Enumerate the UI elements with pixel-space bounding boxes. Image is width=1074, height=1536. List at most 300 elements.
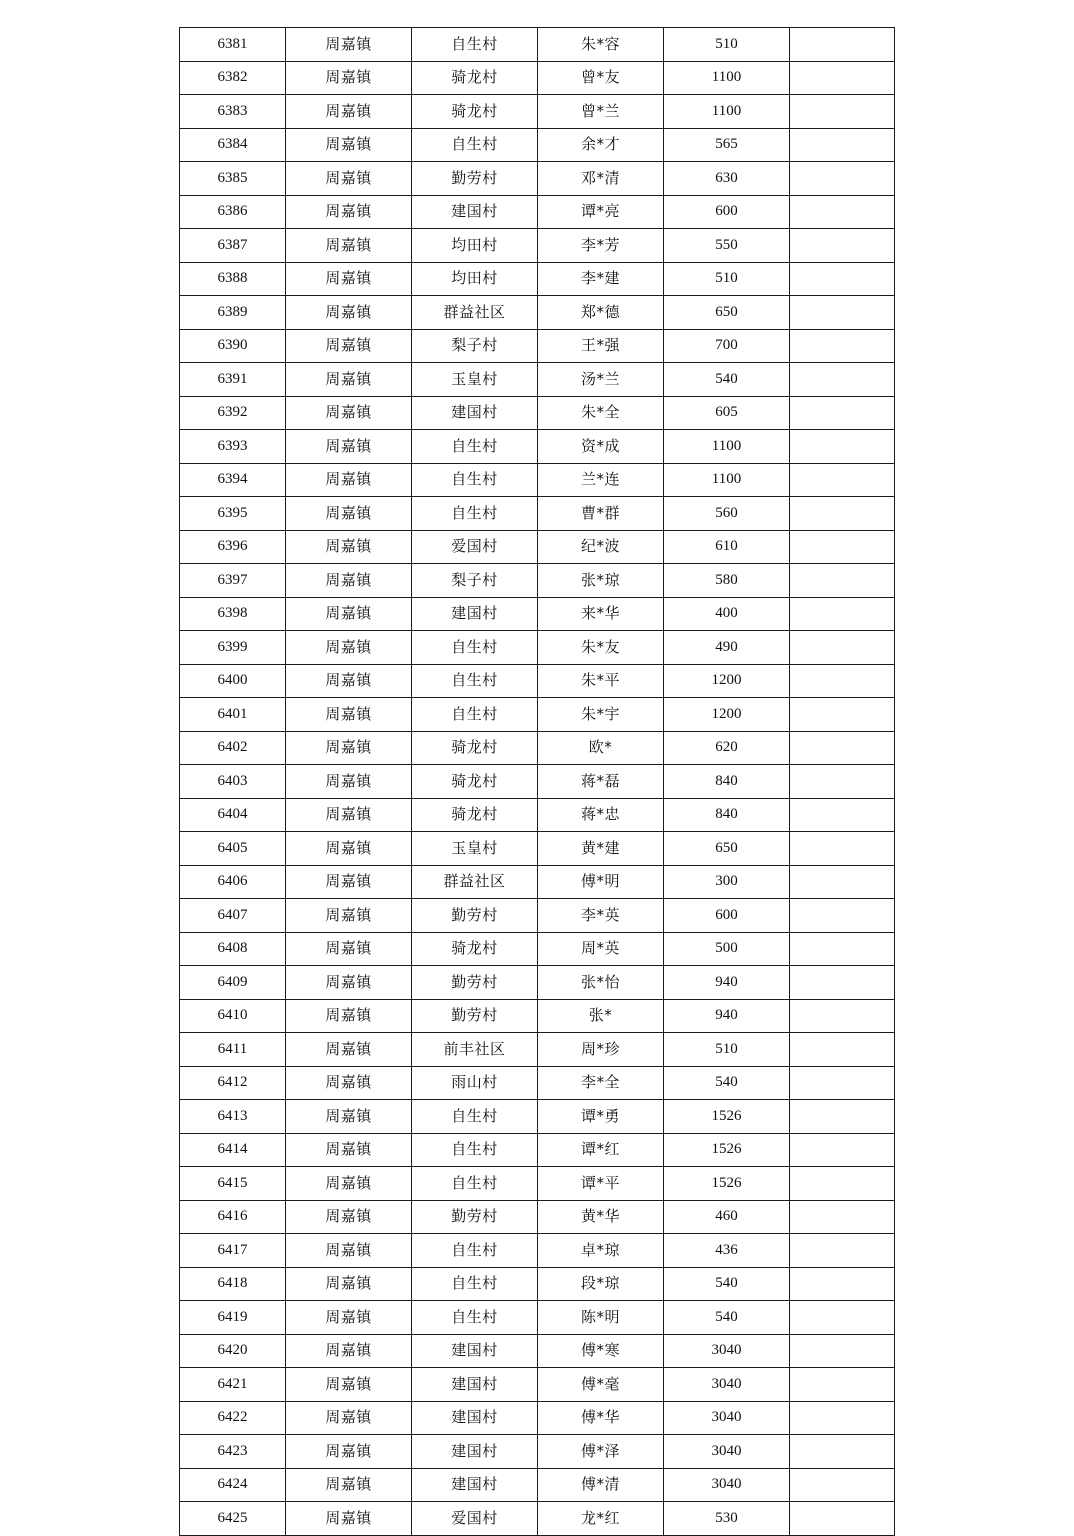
town-cell: 周嘉镇	[286, 1167, 412, 1201]
table-row	[180, 664, 895, 698]
town-cell: 周嘉镇	[286, 999, 412, 1033]
name-cell: 王*强	[538, 329, 664, 363]
table-row	[180, 430, 895, 464]
table-row	[180, 765, 895, 799]
village-cell: 群益社区	[412, 296, 538, 330]
remark-cell	[790, 329, 895, 363]
amount-cell: 1200	[664, 698, 790, 732]
town-cell: 周嘉镇	[286, 463, 412, 497]
remark-cell	[790, 1200, 895, 1234]
village-cell: 骑龙村	[412, 932, 538, 966]
village-cell: 自生村	[412, 1133, 538, 1167]
serial-number-cell: 6411	[180, 1033, 286, 1067]
amount-cell: 700	[664, 329, 790, 363]
village-cell: 群益社区	[412, 865, 538, 899]
serial-number-cell: 6384	[180, 128, 286, 162]
town-cell: 周嘉镇	[286, 229, 412, 263]
table-row	[180, 463, 895, 497]
subsidy-list-table	[179, 27, 895, 1536]
village-cell: 自生村	[412, 463, 538, 497]
serial-number-cell: 6390	[180, 329, 286, 363]
table-row	[180, 229, 895, 263]
town-cell: 周嘉镇	[286, 932, 412, 966]
serial-number-cell: 6404	[180, 798, 286, 832]
name-cell: 黄*华	[538, 1200, 664, 1234]
name-cell: 汤*兰	[538, 363, 664, 397]
village-cell: 骑龙村	[412, 765, 538, 799]
village-cell: 勤劳村	[412, 899, 538, 933]
town-cell: 周嘉镇	[286, 631, 412, 665]
village-cell: 梨子村	[412, 329, 538, 363]
village-cell: 建国村	[412, 597, 538, 631]
town-cell: 周嘉镇	[286, 1468, 412, 1502]
name-cell: 蒋*磊	[538, 765, 664, 799]
name-cell: 龙*红	[538, 1502, 664, 1536]
name-cell: 蒋*忠	[538, 798, 664, 832]
name-cell: 张*琼	[538, 564, 664, 598]
remark-cell	[790, 430, 895, 464]
name-cell: 傅*明	[538, 865, 664, 899]
remark-cell	[790, 564, 895, 598]
amount-cell: 1526	[664, 1133, 790, 1167]
amount-cell: 1100	[664, 463, 790, 497]
town-cell: 周嘉镇	[286, 1133, 412, 1167]
remark-cell	[790, 798, 895, 832]
remark-cell	[790, 195, 895, 229]
town-cell: 周嘉镇	[286, 564, 412, 598]
town-cell: 周嘉镇	[286, 1435, 412, 1469]
table-row	[180, 597, 895, 631]
name-cell: 朱*容	[538, 28, 664, 62]
village-cell: 建国村	[412, 195, 538, 229]
serial-number-cell: 6399	[180, 631, 286, 665]
town-cell: 周嘉镇	[286, 1033, 412, 1067]
table-row	[180, 798, 895, 832]
town-cell: 周嘉镇	[286, 396, 412, 430]
table-row	[180, 1468, 895, 1502]
village-cell: 建国村	[412, 1368, 538, 1402]
remark-cell	[790, 530, 895, 564]
name-cell: 谭*红	[538, 1133, 664, 1167]
table-row	[180, 296, 895, 330]
table-row	[180, 396, 895, 430]
remark-cell	[790, 128, 895, 162]
name-cell: 纪*波	[538, 530, 664, 564]
village-cell: 骑龙村	[412, 95, 538, 129]
serial-number-cell: 6385	[180, 162, 286, 196]
amount-cell: 630	[664, 162, 790, 196]
remark-cell	[790, 1301, 895, 1335]
amount-cell: 530	[664, 1502, 790, 1536]
name-cell: 曾*兰	[538, 95, 664, 129]
serial-number-cell: 6398	[180, 597, 286, 631]
remark-cell	[790, 463, 895, 497]
serial-number-cell: 6410	[180, 999, 286, 1033]
name-cell: 周*英	[538, 932, 664, 966]
amount-cell: 650	[664, 296, 790, 330]
town-cell: 周嘉镇	[286, 832, 412, 866]
serial-number-cell: 6407	[180, 899, 286, 933]
town-cell: 周嘉镇	[286, 899, 412, 933]
town-cell: 周嘉镇	[286, 28, 412, 62]
remark-cell	[790, 765, 895, 799]
amount-cell: 610	[664, 530, 790, 564]
village-cell: 自生村	[412, 497, 538, 531]
remark-cell	[790, 631, 895, 665]
name-cell: 段*琼	[538, 1267, 664, 1301]
remark-cell	[790, 1033, 895, 1067]
serial-number-cell: 6386	[180, 195, 286, 229]
amount-cell: 580	[664, 564, 790, 598]
village-cell: 建国村	[412, 1334, 538, 1368]
name-cell: 李*建	[538, 262, 664, 296]
village-cell: 自生村	[412, 1301, 538, 1335]
table-row	[180, 698, 895, 732]
serial-number-cell: 6409	[180, 966, 286, 1000]
serial-number-cell: 6421	[180, 1368, 286, 1402]
table-row	[180, 1100, 895, 1134]
town-cell: 周嘉镇	[286, 296, 412, 330]
village-cell: 梨子村	[412, 564, 538, 598]
serial-number-cell: 6389	[180, 296, 286, 330]
serial-number-cell: 6419	[180, 1301, 286, 1335]
amount-cell: 3040	[664, 1334, 790, 1368]
village-cell: 自生村	[412, 430, 538, 464]
serial-number-cell: 6408	[180, 932, 286, 966]
village-cell: 建国村	[412, 1435, 538, 1469]
town-cell: 周嘉镇	[286, 1100, 412, 1134]
village-cell: 建国村	[412, 396, 538, 430]
remark-cell	[790, 61, 895, 95]
table-row	[180, 195, 895, 229]
name-cell: 黄*建	[538, 832, 664, 866]
village-cell: 玉皇村	[412, 363, 538, 397]
amount-cell: 1100	[664, 430, 790, 464]
serial-number-cell: 6420	[180, 1334, 286, 1368]
amount-cell: 500	[664, 932, 790, 966]
table-row	[180, 329, 895, 363]
serial-number-cell: 6396	[180, 530, 286, 564]
name-cell: 谭*亮	[538, 195, 664, 229]
town-cell: 周嘉镇	[286, 162, 412, 196]
table-row	[180, 1200, 895, 1234]
name-cell: 曹*群	[538, 497, 664, 531]
name-cell: 邓*清	[538, 162, 664, 196]
amount-cell: 3040	[664, 1401, 790, 1435]
town-cell: 周嘉镇	[286, 1066, 412, 1100]
amount-cell: 840	[664, 798, 790, 832]
table-row	[180, 1267, 895, 1301]
remark-cell	[790, 95, 895, 129]
name-cell: 李*全	[538, 1066, 664, 1100]
village-cell: 爱国村	[412, 1502, 538, 1536]
serial-number-cell: 6424	[180, 1468, 286, 1502]
table-row	[180, 999, 895, 1033]
name-cell: 张*	[538, 999, 664, 1033]
remark-cell	[790, 1401, 895, 1435]
remark-cell	[790, 1468, 895, 1502]
remark-cell	[790, 731, 895, 765]
amount-cell: 1526	[664, 1100, 790, 1134]
name-cell: 曾*友	[538, 61, 664, 95]
amount-cell: 300	[664, 865, 790, 899]
town-cell: 周嘉镇	[286, 1234, 412, 1268]
remark-cell	[790, 1167, 895, 1201]
table-row	[180, 61, 895, 95]
serial-number-cell: 6416	[180, 1200, 286, 1234]
serial-number-cell: 6382	[180, 61, 286, 95]
village-cell: 自生村	[412, 1234, 538, 1268]
amount-cell: 540	[664, 1301, 790, 1335]
name-cell: 资*成	[538, 430, 664, 464]
village-cell: 自生村	[412, 28, 538, 62]
table-row	[180, 731, 895, 765]
village-cell: 勤劳村	[412, 1200, 538, 1234]
remark-cell	[790, 1133, 895, 1167]
town-cell: 周嘉镇	[286, 262, 412, 296]
remark-cell	[790, 698, 895, 732]
town-cell: 周嘉镇	[286, 1368, 412, 1402]
serial-number-cell: 6394	[180, 463, 286, 497]
serial-number-cell: 6397	[180, 564, 286, 598]
town-cell: 周嘉镇	[286, 597, 412, 631]
amount-cell: 605	[664, 396, 790, 430]
name-cell: 朱*平	[538, 664, 664, 698]
serial-number-cell: 6381	[180, 28, 286, 62]
amount-cell: 600	[664, 195, 790, 229]
town-cell: 周嘉镇	[286, 363, 412, 397]
town-cell: 周嘉镇	[286, 1401, 412, 1435]
amount-cell: 940	[664, 966, 790, 1000]
table-row	[180, 162, 895, 196]
village-cell: 骑龙村	[412, 798, 538, 832]
remark-cell	[790, 262, 895, 296]
remark-cell	[790, 1100, 895, 1134]
village-cell: 均田村	[412, 229, 538, 263]
serial-number-cell: 6402	[180, 731, 286, 765]
serial-number-cell: 6405	[180, 832, 286, 866]
serial-number-cell: 6400	[180, 664, 286, 698]
name-cell: 来*华	[538, 597, 664, 631]
amount-cell: 400	[664, 597, 790, 631]
serial-number-cell: 6392	[180, 396, 286, 430]
serial-number-cell: 6425	[180, 1502, 286, 1536]
town-cell: 周嘉镇	[286, 1334, 412, 1368]
town-cell: 周嘉镇	[286, 95, 412, 129]
table-row	[180, 262, 895, 296]
village-cell: 自生村	[412, 128, 538, 162]
remark-cell	[790, 497, 895, 531]
remark-cell	[790, 296, 895, 330]
serial-number-cell: 6415	[180, 1167, 286, 1201]
table-row	[180, 28, 895, 62]
name-cell: 傅*华	[538, 1401, 664, 1435]
amount-cell: 3040	[664, 1468, 790, 1502]
remark-cell	[790, 832, 895, 866]
name-cell: 傅*毫	[538, 1368, 664, 1402]
amount-cell: 840	[664, 765, 790, 799]
serial-number-cell: 6423	[180, 1435, 286, 1469]
name-cell: 李*芳	[538, 229, 664, 263]
remark-cell	[790, 28, 895, 62]
serial-number-cell: 6406	[180, 865, 286, 899]
name-cell: 李*英	[538, 899, 664, 933]
serial-number-cell: 6418	[180, 1267, 286, 1301]
table-row	[180, 363, 895, 397]
remark-cell	[790, 597, 895, 631]
remark-cell	[790, 1234, 895, 1268]
village-cell: 建国村	[412, 1468, 538, 1502]
serial-number-cell: 6417	[180, 1234, 286, 1268]
remark-cell	[790, 363, 895, 397]
serial-number-cell: 6391	[180, 363, 286, 397]
name-cell: 余*才	[538, 128, 664, 162]
remark-cell	[790, 664, 895, 698]
village-cell: 雨山村	[412, 1066, 538, 1100]
remark-cell	[790, 1334, 895, 1368]
town-cell: 周嘉镇	[286, 329, 412, 363]
table-row	[180, 1234, 895, 1268]
town-cell: 周嘉镇	[286, 1502, 412, 1536]
remark-cell	[790, 1435, 895, 1469]
table-row	[180, 899, 895, 933]
town-cell: 周嘉镇	[286, 798, 412, 832]
table-row	[180, 1301, 895, 1335]
name-cell: 周*珍	[538, 1033, 664, 1067]
table-row	[180, 128, 895, 162]
amount-cell: 620	[664, 731, 790, 765]
serial-number-cell: 6393	[180, 430, 286, 464]
town-cell: 周嘉镇	[286, 731, 412, 765]
town-cell: 周嘉镇	[286, 195, 412, 229]
village-cell: 玉皇村	[412, 832, 538, 866]
amount-cell: 565	[664, 128, 790, 162]
town-cell: 周嘉镇	[286, 1200, 412, 1234]
village-cell: 勤劳村	[412, 162, 538, 196]
remark-cell	[790, 1267, 895, 1301]
name-cell: 朱*全	[538, 396, 664, 430]
village-cell: 自生村	[412, 664, 538, 698]
village-cell: 自生村	[412, 1100, 538, 1134]
table-row	[180, 631, 895, 665]
name-cell: 谭*勇	[538, 1100, 664, 1134]
village-cell: 均田村	[412, 262, 538, 296]
table-row	[180, 497, 895, 531]
table-row	[180, 564, 895, 598]
amount-cell: 3040	[664, 1368, 790, 1402]
amount-cell: 540	[664, 1066, 790, 1100]
village-cell: 勤劳村	[412, 966, 538, 1000]
table-row	[180, 966, 895, 1000]
town-cell: 周嘉镇	[286, 430, 412, 464]
table-row	[180, 865, 895, 899]
table-row	[180, 1334, 895, 1368]
table-row	[180, 1133, 895, 1167]
remark-cell	[790, 1502, 895, 1536]
amount-cell: 540	[664, 1267, 790, 1301]
village-cell: 勤劳村	[412, 999, 538, 1033]
amount-cell: 1100	[664, 61, 790, 95]
town-cell: 周嘉镇	[286, 1301, 412, 1335]
remark-cell	[790, 865, 895, 899]
village-cell: 骑龙村	[412, 731, 538, 765]
name-cell: 郑*德	[538, 296, 664, 330]
amount-cell: 510	[664, 28, 790, 62]
amount-cell: 550	[664, 229, 790, 263]
amount-cell: 1200	[664, 664, 790, 698]
remark-cell	[790, 1368, 895, 1402]
village-cell: 建国村	[412, 1401, 538, 1435]
village-cell: 自生村	[412, 698, 538, 732]
remark-cell	[790, 229, 895, 263]
town-cell: 周嘉镇	[286, 966, 412, 1000]
amount-cell: 490	[664, 631, 790, 665]
table-row	[180, 832, 895, 866]
amount-cell: 1526	[664, 1167, 790, 1201]
serial-number-cell: 6383	[180, 95, 286, 129]
table-row	[180, 1033, 895, 1067]
table-body	[180, 28, 895, 1536]
name-cell: 朱*宇	[538, 698, 664, 732]
name-cell: 陈*明	[538, 1301, 664, 1335]
table-row	[180, 1066, 895, 1100]
remark-cell	[790, 932, 895, 966]
town-cell: 周嘉镇	[286, 128, 412, 162]
name-cell: 傅*泽	[538, 1435, 664, 1469]
amount-cell: 650	[664, 832, 790, 866]
village-cell: 自生村	[412, 631, 538, 665]
town-cell: 周嘉镇	[286, 530, 412, 564]
table-row	[180, 95, 895, 129]
amount-cell: 510	[664, 1033, 790, 1067]
remark-cell	[790, 899, 895, 933]
table-row	[180, 1401, 895, 1435]
town-cell: 周嘉镇	[286, 1267, 412, 1301]
serial-number-cell: 6412	[180, 1066, 286, 1100]
name-cell: 欧*	[538, 731, 664, 765]
table-row	[180, 1502, 895, 1536]
table-row	[180, 1435, 895, 1469]
amount-cell: 436	[664, 1234, 790, 1268]
serial-number-cell: 6401	[180, 698, 286, 732]
town-cell: 周嘉镇	[286, 61, 412, 95]
remark-cell	[790, 396, 895, 430]
serial-number-cell: 6422	[180, 1401, 286, 1435]
amount-cell: 540	[664, 363, 790, 397]
remark-cell	[790, 999, 895, 1033]
remark-cell	[790, 1066, 895, 1100]
name-cell: 傅*清	[538, 1468, 664, 1502]
town-cell: 周嘉镇	[286, 865, 412, 899]
serial-number-cell: 6387	[180, 229, 286, 263]
town-cell: 周嘉镇	[286, 497, 412, 531]
name-cell: 朱*友	[538, 631, 664, 665]
serial-number-cell: 6413	[180, 1100, 286, 1134]
name-cell: 张*怡	[538, 966, 664, 1000]
table-row	[180, 530, 895, 564]
table-row	[180, 1167, 895, 1201]
village-cell: 前丰社区	[412, 1033, 538, 1067]
village-cell: 骑龙村	[412, 61, 538, 95]
name-cell: 谭*平	[538, 1167, 664, 1201]
village-cell: 自生村	[412, 1167, 538, 1201]
amount-cell: 1100	[664, 95, 790, 129]
name-cell: 兰*连	[538, 463, 664, 497]
name-cell: 卓*琼	[538, 1234, 664, 1268]
amount-cell: 460	[664, 1200, 790, 1234]
serial-number-cell: 6414	[180, 1133, 286, 1167]
serial-number-cell: 6395	[180, 497, 286, 531]
